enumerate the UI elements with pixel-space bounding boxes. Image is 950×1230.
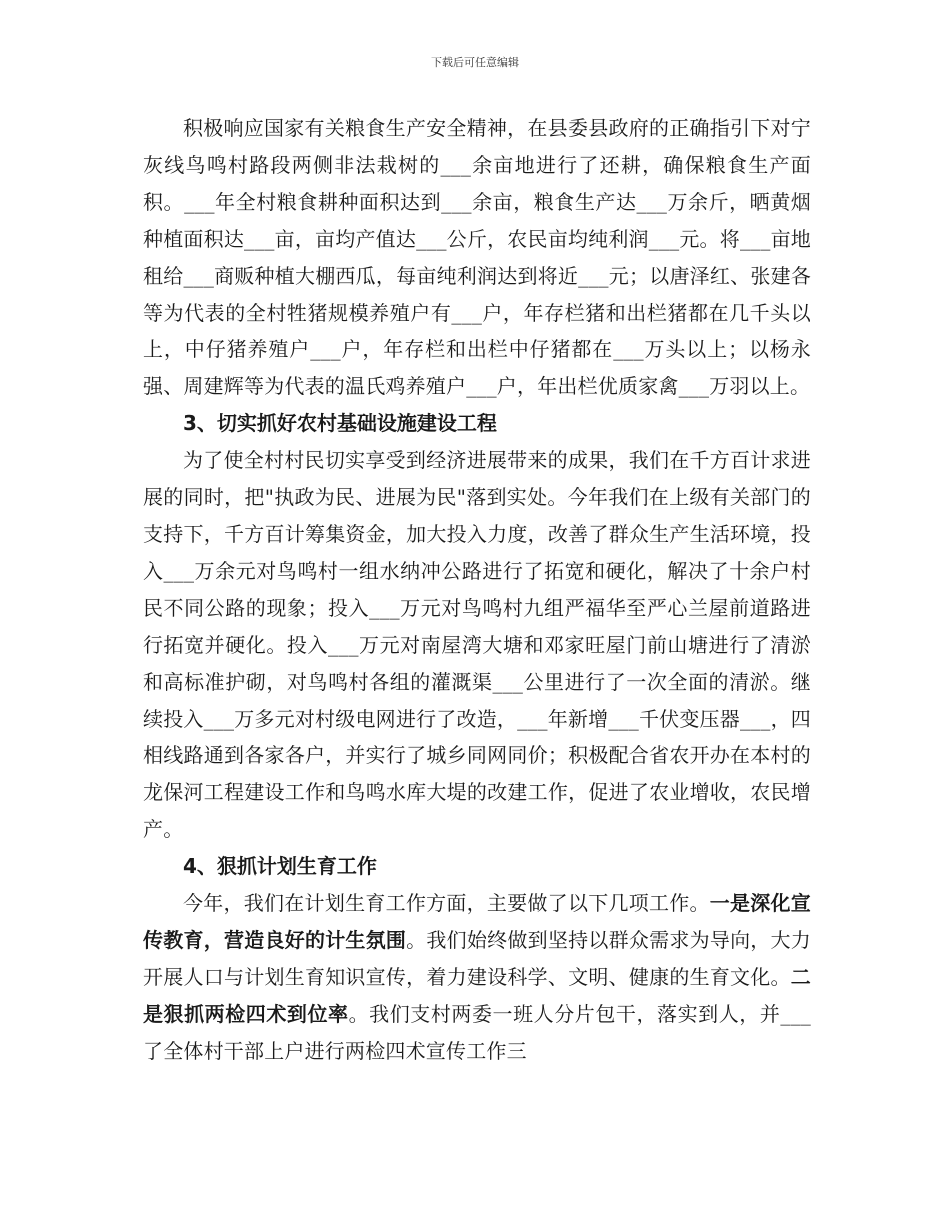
paragraph-family-planning <box>143 885 811 1070</box>
page-header: 下载后可任意编辑 <box>431 56 519 69</box>
paragraph-infrastructure: 为了使全村村民切实享受到经济进展带来的成果，我们在千方百计求进展的同时，把"执政为民、进展为民"落到实处。今年我们在上级有关部门的支持下，千方百计筹集资金，加大投入力度，改善了群众生产生活环境，投入___万余元对鸟鸣村一组水纳冲公路进行了拓宽和硬化，解决了十余户村民不同公路的现象；投入___万元对鸟鸣村九组严福华至严心兰屋前道路进行拓宽并硬化。投入___万元对南屋湾大塘和邓家旺屋门前山塘进行了清淤和高标准护砌，对鸟鸣村各组的灌溉渠___公里进行了一次全面的清淤。继续投入___万多元对村级电网进行了改造，___年新增___千伏变压器___，四相线路通到各家各户，并实行了城乡同网同价；积极配合省农开办在本村的龙保河工程建设工作和鸟鸣水库大堤的改建工作，促进了农业增收，农民增产。 <box>143 448 811 842</box>
paragraph-grain-production: 积极响应国家有关粮食生产安全精神，在县委县政府的正确指引下对宁灰线鸟鸣村路段两侧非法栽树的___余亩地进行了还耕，确保粮食生产面积。___年全村粮食耕种面积达到___余亩，粮食生产达___万余斤，晒黄烟种植面积达___亩，亩均产值达___公斤，农民亩均纯利润___元。将___亩地租给___商贩种植大棚西瓜，每亩纯利润达到将近___元；以唐泽红、张建各等为代表的全村牲猪规模养殖户有___户，年存栏猪和出栏猪都在几千头以上，中仔猪养殖户___户，年存栏和出栏中仔猪都在___万头以上；以杨永强、周建辉等为代表的温氏鸡养殖户___户，年出栏优质家禽___万羽以上。 <box>143 116 811 399</box>
section-heading-infrastructure: 3、切实抓好农村基础设施建设工程 <box>183 411 497 436</box>
paragraph-text: 。我们支村两委一班人分片包干，落实到人，并___了全体村干部上户进行两检四术宣传工作三 <box>143 1001 811 1063</box>
paragraph-text: 今年，我们在计划生育工作方面，主要做了以下几项工作。 <box>183 891 710 916</box>
bold-point-two: 二是狠抓两检四术到位率 <box>143 964 811 1026</box>
paragraph-text: 。我们始终做到坚持以群众需求为导向，大力开展人口与计划生育知识宣传，着力建设科学、文明、健康的生育文化。 <box>143 927 811 989</box>
section-heading-family-planning: 4、狠抓计划生育工作 <box>183 854 377 879</box>
bold-point-one: 一是深化宣传教育，营造良好的计生氛围 <box>143 891 812 952</box>
document-body <box>143 110 811 1070</box>
